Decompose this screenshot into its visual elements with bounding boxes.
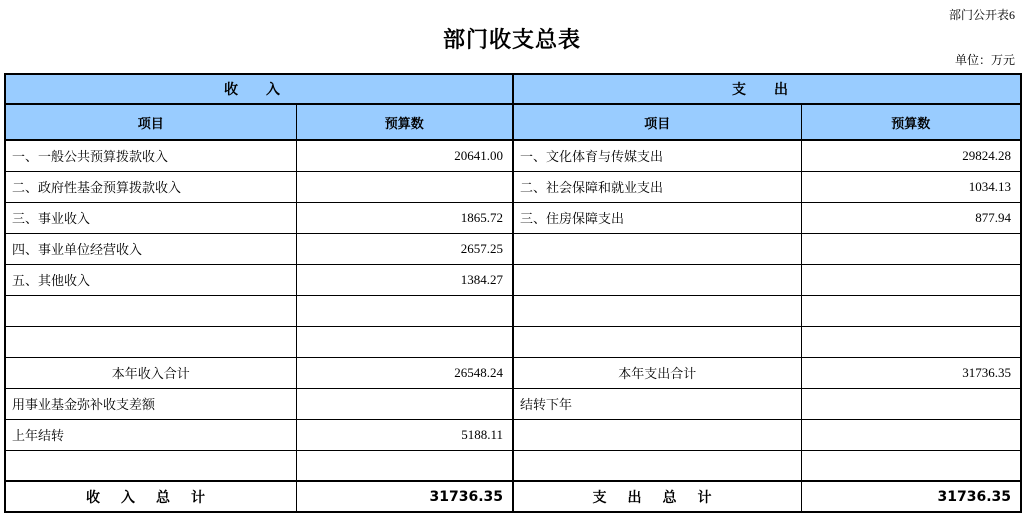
- income-subtotal-value: 26548.24: [296, 357, 513, 388]
- table-body: [5, 140, 1021, 512]
- income-total-label: 收入总计: [5, 481, 296, 512]
- income-value-cell: [296, 326, 513, 357]
- total-row: [5, 481, 1021, 512]
- expenditure-item-cell: [513, 450, 801, 481]
- report-number: 部门公开表6: [948, 8, 1015, 22]
- income-value-cell: [296, 171, 513, 202]
- income-item-cell: 一、一般公共预算拨款收入: [5, 140, 296, 171]
- expenditure-item-cell: 结转下年: [513, 388, 801, 419]
- income-subtotal-label: 本年收入合计: [5, 357, 296, 388]
- income-item-cell: [5, 326, 296, 357]
- table-row: [5, 295, 1021, 326]
- table-header: [5, 74, 1021, 140]
- income-value-cell: [296, 450, 513, 481]
- income-value-cell: [296, 388, 513, 419]
- expenditure-item-cell: 一、文化体育与传媒支出: [513, 140, 801, 171]
- income-value-cell: 1384.27: [296, 264, 513, 295]
- expenditure-item-header: 项目: [513, 104, 801, 140]
- expenditure-value-cell: [801, 450, 1021, 481]
- budget-summary-table: [4, 73, 1022, 513]
- section-header-row: [5, 74, 1021, 104]
- table-row: [5, 140, 1021, 171]
- page-title: 部门收支总表: [442, 28, 581, 53]
- expenditure-item-cell: 二、社会保障和就业支出: [513, 171, 801, 202]
- income-item-cell: 上年结转: [5, 419, 296, 450]
- income-budget-header: 预算数: [296, 104, 513, 140]
- expenditure-total-value: 31736.35: [801, 481, 1021, 512]
- expenditure-subtotal-value: 31736.35: [801, 357, 1021, 388]
- subtotal-row: [5, 357, 1021, 388]
- expenditure-total-label: 支出总计: [513, 481, 801, 512]
- expenditure-value-cell: [801, 264, 1021, 295]
- expenditure-value-cell: [801, 233, 1021, 264]
- income-value-cell: [296, 295, 513, 326]
- expenditure-item-cell: 三、住房保障支出: [513, 202, 801, 233]
- expenditure-subtotal-label: 本年支出合计: [513, 357, 801, 388]
- expenditure-budget-header: 预算数: [801, 104, 1021, 140]
- income-item-cell: 三、事业收入: [5, 202, 296, 233]
- table-row: [5, 202, 1021, 233]
- income-item-header: 项目: [5, 104, 296, 140]
- expenditure-value-cell: [801, 419, 1021, 450]
- income-item-cell: [5, 450, 296, 481]
- expenditure-value-cell: 1034.13: [801, 171, 1021, 202]
- expenditure-value-cell: [801, 388, 1021, 419]
- income-value-cell: 20641.00: [296, 140, 513, 171]
- table-row: [5, 171, 1021, 202]
- income-value-cell: 1865.72: [296, 202, 513, 233]
- income-item-cell: 用事业基金弥补收支差额: [5, 388, 296, 419]
- income-item-cell: 四、事业单位经营收入: [5, 233, 296, 264]
- income-item-cell: [5, 295, 296, 326]
- expenditure-value-cell: [801, 326, 1021, 357]
- table-row: [5, 388, 1021, 419]
- expenditure-item-cell: [513, 419, 801, 450]
- income-total-value: 31736.35: [296, 481, 513, 512]
- income-section-header: 收入: [5, 74, 513, 104]
- expenditure-item-cell: [513, 264, 801, 295]
- table-row: [5, 450, 1021, 481]
- income-item-cell: 二、政府性基金预算拨款收入: [5, 171, 296, 202]
- table-row: [5, 326, 1021, 357]
- expenditure-value-cell: 29824.28: [801, 140, 1021, 171]
- table-row: [5, 233, 1021, 264]
- expenditure-item-cell: [513, 295, 801, 326]
- column-header-row: [5, 104, 1021, 140]
- expenditure-value-cell: [801, 295, 1021, 326]
- income-item-cell: 五、其他收入: [5, 264, 296, 295]
- expenditure-item-cell: [513, 233, 801, 264]
- table-row: [5, 419, 1021, 450]
- income-value-cell: 5188.11: [296, 419, 513, 450]
- table-row: [5, 264, 1021, 295]
- expenditure-section-header: 支出: [513, 74, 1021, 104]
- expenditure-value-cell: 877.94: [801, 202, 1021, 233]
- income-value-cell: 2657.25: [296, 233, 513, 264]
- expenditure-item-cell: [513, 326, 801, 357]
- unit-label: 单位：万元: [954, 53, 1015, 67]
